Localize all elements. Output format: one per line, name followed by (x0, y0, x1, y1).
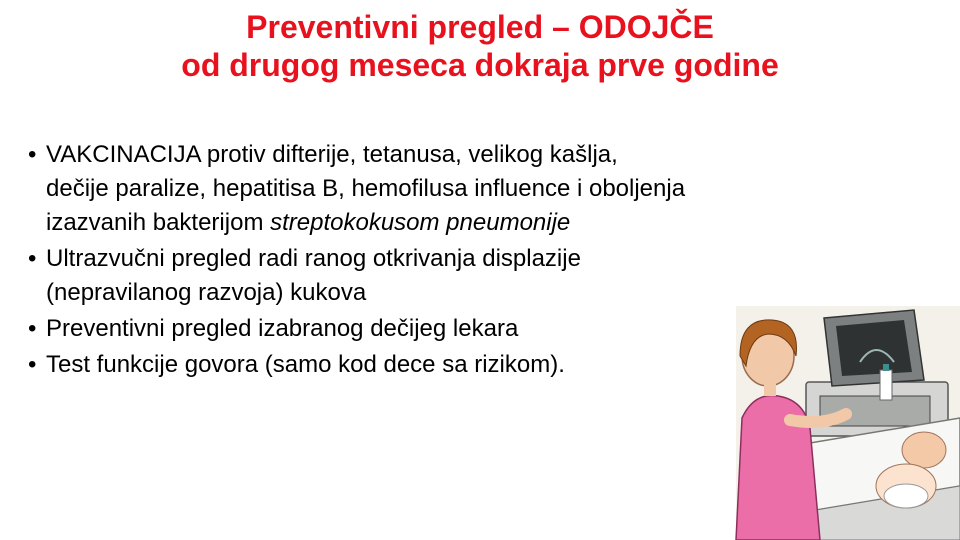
monitor-screen-icon (836, 320, 912, 376)
bullet-dot: • (28, 141, 37, 168)
slide-title (0, 8, 960, 84)
bullet-item-vaccination (28, 138, 928, 240)
bullet-text-line: Test funkcije govora (samo kod dece sa rizikom). (46, 351, 565, 378)
bullet-text-italic: streptokokusom pneumonije (270, 209, 571, 236)
bullet-text-line: VAKCINACIJA protiv difterije, tetanusa, velikog kašlja, (46, 141, 618, 168)
bullet-text-plain: izazvanih bakterijom (46, 209, 271, 236)
bullet-text-line (46, 206, 928, 240)
bullet-dot: • (28, 315, 37, 342)
bullet-dot: • (28, 245, 37, 272)
bullet-text-line: dečije paralize, hepatitisa B, hemofilusa influence i oboljenja (46, 175, 686, 202)
bullet-dot: • (28, 351, 37, 378)
slide-title-line-2: od drugog meseca dokraja prve godine (181, 47, 779, 83)
bullet-text-line: Preventivni pregled izabranog dečijeg lekara (46, 315, 519, 342)
nurse-ultrasound-clipart-icon (728, 300, 960, 540)
gel-bottle-icon (880, 370, 892, 400)
baby-head-icon (902, 432, 946, 468)
bullet-text-line: (nepravilanog razvoja) kukova (46, 279, 367, 306)
slide-title-line-1: Preventivni pregled – ODOJČE (246, 9, 714, 45)
bullet-text-line: Ultrazvučni pregled radi ranog otkrivanja displazije (46, 245, 581, 272)
